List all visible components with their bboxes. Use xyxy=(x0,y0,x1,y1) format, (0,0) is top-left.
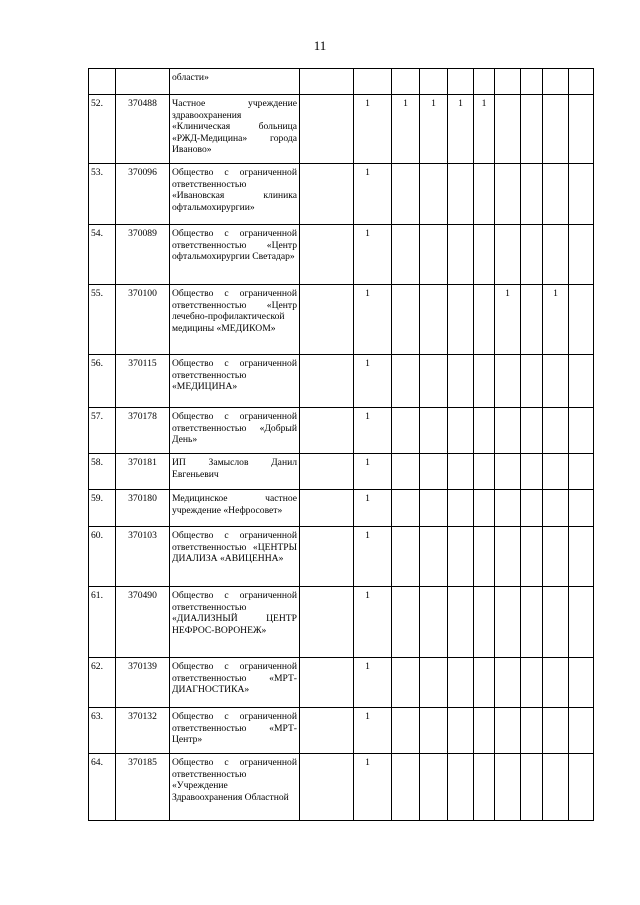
mark-cell xyxy=(495,225,521,285)
table-row xyxy=(89,408,594,454)
org-code-cell: 370115 xyxy=(116,355,170,408)
row-number-cell: 59. xyxy=(89,490,116,527)
mark-cell xyxy=(569,754,594,821)
table-row xyxy=(89,708,594,754)
org-name-cell: Частное учреждение здравоохранения «Клиническая больница «РЖД-Медицина» города Иваново» xyxy=(170,95,300,164)
org-name-cell: Общество с ограниченной ответственностью «МРТ-Центр» xyxy=(170,708,300,754)
mark-cell xyxy=(543,225,569,285)
mark-cell xyxy=(495,754,521,821)
mark-cell xyxy=(474,587,495,658)
table-row xyxy=(89,164,594,225)
mark-cell xyxy=(569,225,594,285)
mark-cell xyxy=(420,658,448,708)
mark-cell xyxy=(521,408,543,454)
mark-cell xyxy=(448,225,474,285)
mark-cell xyxy=(543,658,569,708)
org-name-cell: Общество с ограниченной ответственностью «Центр лечебно-профилактической медицины «МЕДИКОМ» xyxy=(170,285,300,355)
mark-cell xyxy=(420,285,448,355)
mark-cell xyxy=(543,754,569,821)
mark-cell xyxy=(448,285,474,355)
mark-cell xyxy=(521,708,543,754)
mark-cell xyxy=(495,454,521,490)
row-number-cell: 56. xyxy=(89,355,116,408)
mark-cell xyxy=(474,454,495,490)
mark-cell xyxy=(300,527,354,587)
org-name-cell: Общество с ограниченной ответственностью «ДИАЛИЗНЫЙ ЦЕНТР НЕФРОС-ВОРОНЕЖ» xyxy=(170,587,300,658)
mark-cell xyxy=(300,708,354,754)
table-row xyxy=(89,754,594,821)
table-row xyxy=(89,527,594,587)
row-number-cell: 57. xyxy=(89,408,116,454)
mark-cell xyxy=(420,587,448,658)
mark-cell xyxy=(495,658,521,708)
mark-cell xyxy=(420,527,448,587)
org-code-cell: 370181 xyxy=(116,454,170,490)
mark-cell: 1 xyxy=(392,95,420,164)
mark-cell xyxy=(521,355,543,408)
mark-cell xyxy=(474,754,495,821)
mark-cell xyxy=(448,490,474,527)
mark-cell xyxy=(495,490,521,527)
mark-cell: 1 xyxy=(354,527,392,587)
mark-cell xyxy=(495,408,521,454)
mark-cell: 1 xyxy=(354,754,392,821)
mark-cell xyxy=(392,355,420,408)
mark-cell xyxy=(354,69,392,95)
mark-cell xyxy=(521,527,543,587)
mark-cell: 1 xyxy=(354,408,392,454)
mark-cell xyxy=(300,225,354,285)
org-code-cell: 370185 xyxy=(116,754,170,821)
mark-cell xyxy=(543,708,569,754)
org-name-cell: Общество с ограниченной ответственностью «МРТ-ДИАГНОСТИКА» xyxy=(170,658,300,708)
mark-cell xyxy=(495,95,521,164)
table-row xyxy=(89,355,594,408)
org-name-cell: Общество с ограниченной ответственностью «МЕДИЦИНА» xyxy=(170,355,300,408)
mark-cell: 1 xyxy=(354,658,392,708)
org-name-cell: Общество с ограниченной ответственностью «Добрый День» xyxy=(170,408,300,454)
table-row xyxy=(89,95,594,164)
org-code-cell: 370180 xyxy=(116,490,170,527)
row-number-cell: 55. xyxy=(89,285,116,355)
mark-cell xyxy=(420,225,448,285)
mark-cell xyxy=(474,69,495,95)
mark-cell xyxy=(474,408,495,454)
mark-cell xyxy=(300,164,354,225)
mark-cell xyxy=(420,408,448,454)
org-name-cell: Общество с ограниченной ответственностью «Ивановская клиника офтальмохирургии» xyxy=(170,164,300,225)
mark-cell xyxy=(300,454,354,490)
table-row xyxy=(89,587,594,658)
mark-cell xyxy=(448,164,474,225)
mark-cell xyxy=(448,355,474,408)
mark-cell xyxy=(569,708,594,754)
mark-cell xyxy=(474,658,495,708)
org-code-cell: 370100 xyxy=(116,285,170,355)
mark-cell xyxy=(474,164,495,225)
mark-cell xyxy=(420,708,448,754)
mark-cell xyxy=(392,408,420,454)
mark-cell: 1 xyxy=(354,95,392,164)
mark-cell xyxy=(392,164,420,225)
mark-cell xyxy=(569,490,594,527)
row-number-cell: 52. xyxy=(89,95,116,164)
row-number-cell: 62. xyxy=(89,658,116,708)
mark-cell xyxy=(420,69,448,95)
mark-cell xyxy=(448,708,474,754)
mark-cell xyxy=(474,225,495,285)
mark-cell xyxy=(448,754,474,821)
table-body xyxy=(89,69,594,821)
mark-cell: 1 xyxy=(354,708,392,754)
mark-cell xyxy=(420,164,448,225)
mark-cell xyxy=(495,164,521,225)
mark-cell xyxy=(495,69,521,95)
mark-cell xyxy=(448,454,474,490)
mark-cell xyxy=(543,69,569,95)
row-number-cell: 64. xyxy=(89,754,116,821)
registry-table xyxy=(88,68,594,821)
mark-cell xyxy=(448,527,474,587)
table-row xyxy=(89,454,594,490)
mark-cell: 1 xyxy=(543,285,569,355)
mark-cell: 1 xyxy=(354,355,392,408)
mark-cell xyxy=(543,355,569,408)
table-row xyxy=(89,490,594,527)
mark-cell xyxy=(448,587,474,658)
mark-cell xyxy=(569,587,594,658)
mark-cell xyxy=(569,355,594,408)
org-code-cell: 370103 xyxy=(116,527,170,587)
mark-cell xyxy=(474,708,495,754)
mark-cell xyxy=(521,454,543,490)
mark-cell xyxy=(300,69,354,95)
mark-cell xyxy=(521,164,543,225)
mark-cell xyxy=(569,408,594,454)
row-number-cell: 60. xyxy=(89,527,116,587)
mark-cell xyxy=(300,355,354,408)
mark-cell xyxy=(474,490,495,527)
org-name-cell: Общество с ограниченной ответственностью «ЦЕНТРЫ ДИАЛИЗА «АВИЦЕННА» xyxy=(170,527,300,587)
table-row xyxy=(89,69,594,95)
mark-cell xyxy=(300,408,354,454)
table-row xyxy=(89,658,594,708)
mark-cell xyxy=(300,285,354,355)
mark-cell xyxy=(521,490,543,527)
org-code-cell: 370488 xyxy=(116,95,170,164)
mark-cell xyxy=(521,225,543,285)
mark-cell xyxy=(569,95,594,164)
mark-cell: 1 xyxy=(354,285,392,355)
mark-cell xyxy=(420,454,448,490)
row-number-cell: 54. xyxy=(89,225,116,285)
mark-cell xyxy=(495,587,521,658)
mark-cell xyxy=(420,355,448,408)
table-row xyxy=(89,285,594,355)
mark-cell xyxy=(521,658,543,708)
table-row xyxy=(89,225,594,285)
mark-cell xyxy=(474,355,495,408)
mark-cell xyxy=(543,408,569,454)
org-code-cell: 370139 xyxy=(116,658,170,708)
mark-cell xyxy=(521,69,543,95)
mark-cell: 1 xyxy=(354,164,392,225)
mark-cell: 1 xyxy=(354,454,392,490)
mark-cell xyxy=(569,658,594,708)
mark-cell xyxy=(392,225,420,285)
mark-cell xyxy=(420,754,448,821)
mark-cell: 1 xyxy=(354,587,392,658)
mark-cell xyxy=(543,587,569,658)
mark-cell xyxy=(569,69,594,95)
mark-cell xyxy=(521,95,543,164)
mark-cell xyxy=(392,490,420,527)
mark-cell xyxy=(420,490,448,527)
mark-cell: 1 xyxy=(354,490,392,527)
row-number-cell: 63. xyxy=(89,708,116,754)
mark-cell xyxy=(495,355,521,408)
mark-cell xyxy=(448,658,474,708)
org-name-cell: ИП Замыслов Данил Евгеньевич xyxy=(170,454,300,490)
mark-cell xyxy=(543,164,569,225)
mark-cell xyxy=(300,490,354,527)
mark-cell xyxy=(448,69,474,95)
org-code-cell: 370096 xyxy=(116,164,170,225)
org-name-cell: Общество с ограниченной ответственностью «Учреждение Здравоохранения Областной xyxy=(170,754,300,821)
mark-cell xyxy=(474,285,495,355)
org-code-cell: 370178 xyxy=(116,408,170,454)
mark-cell: 1 xyxy=(420,95,448,164)
mark-cell xyxy=(392,454,420,490)
mark-cell xyxy=(569,285,594,355)
org-code-cell xyxy=(116,69,170,95)
mark-cell xyxy=(569,164,594,225)
row-number-cell: 61. xyxy=(89,587,116,658)
row-number-cell: 58. xyxy=(89,454,116,490)
org-code-cell: 370490 xyxy=(116,587,170,658)
mark-cell xyxy=(543,490,569,527)
mark-cell xyxy=(392,285,420,355)
mark-cell xyxy=(392,708,420,754)
mark-cell xyxy=(474,527,495,587)
mark-cell xyxy=(569,527,594,587)
row-number-cell xyxy=(89,69,116,95)
mark-cell xyxy=(521,587,543,658)
org-code-cell: 370132 xyxy=(116,708,170,754)
mark-cell: 1 xyxy=(474,95,495,164)
org-name-cell: Общество с ограниченной ответственностью «Центр офтальмохирургии Светадар» xyxy=(170,225,300,285)
mark-cell xyxy=(392,587,420,658)
mark-cell: 1 xyxy=(354,225,392,285)
mark-cell xyxy=(300,587,354,658)
mark-cell xyxy=(392,69,420,95)
row-number-cell: 53. xyxy=(89,164,116,225)
mark-cell xyxy=(495,527,521,587)
mark-cell xyxy=(392,658,420,708)
org-name-cell: Медицинское частное учреждение «Нефросовет» xyxy=(170,490,300,527)
mark-cell xyxy=(448,408,474,454)
mark-cell xyxy=(300,658,354,708)
mark-cell: 1 xyxy=(495,285,521,355)
mark-cell xyxy=(521,754,543,821)
mark-cell xyxy=(543,454,569,490)
org-name-cell: области» xyxy=(170,69,300,95)
org-code-cell: 370089 xyxy=(116,225,170,285)
page-number: 11 xyxy=(313,38,327,53)
mark-cell xyxy=(300,754,354,821)
mark-cell: 1 xyxy=(448,95,474,164)
mark-cell xyxy=(392,527,420,587)
mark-cell xyxy=(543,95,569,164)
mark-cell xyxy=(569,454,594,490)
mark-cell xyxy=(300,95,354,164)
mark-cell xyxy=(521,285,543,355)
mark-cell xyxy=(392,754,420,821)
mark-cell xyxy=(543,527,569,587)
mark-cell xyxy=(495,708,521,754)
